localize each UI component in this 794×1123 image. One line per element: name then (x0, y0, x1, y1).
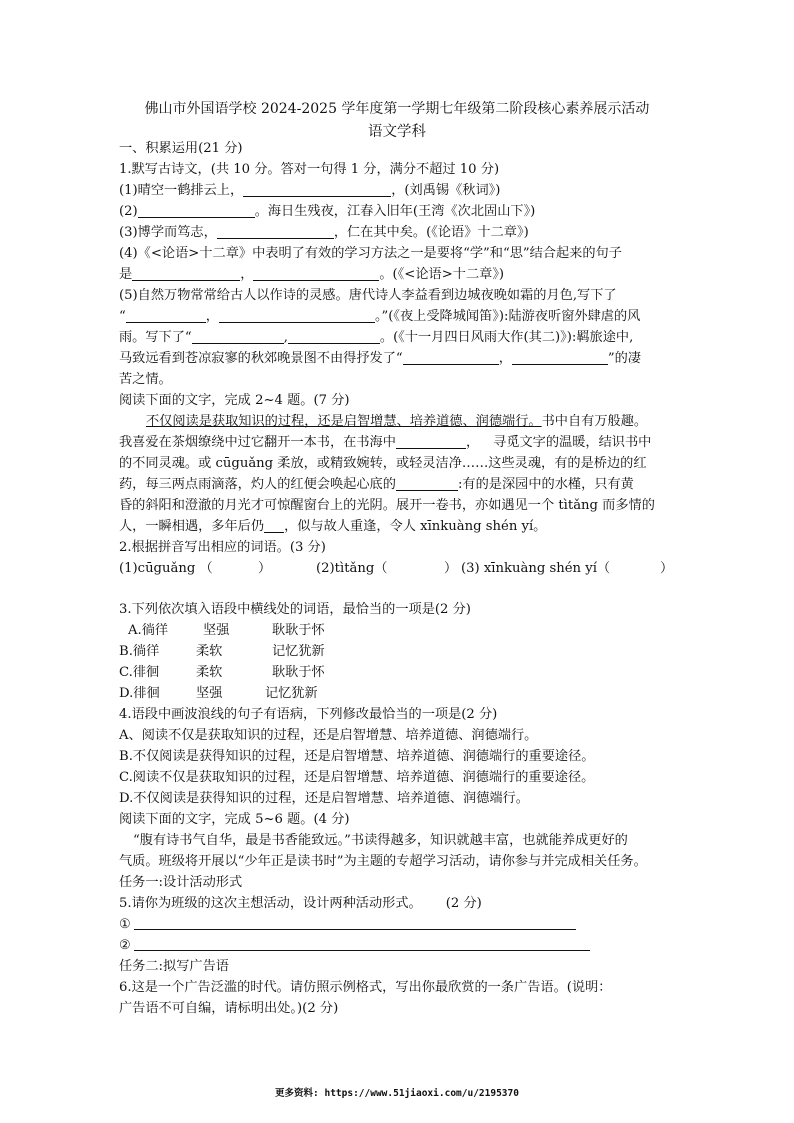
q5-answer-b-marker: ② (119, 938, 131, 953)
q2-b-close: ） (444, 561, 458, 576)
q1-item-5-line5: 苦之情。 (119, 372, 172, 387)
q4-option-a: A、阅读不仅是获取知识的过程，还是启智增慧、培养道德、润德端行。 (119, 728, 538, 743)
q4-option-b: B.不仅阅读是获得知识的过程，还是启智增慧、培养道德、润德端行的重要途径。 (119, 749, 595, 764)
text: 5.请你为班级的这次主想活动，设计两种活动形式。 (119, 896, 422, 911)
reading1-line2 (119, 433, 651, 453)
reading1-line6 (119, 517, 546, 537)
text: :有的是深园中的水槿，只有黄 (457, 477, 634, 492)
q3-option-c-2: 柔软 (196, 665, 223, 680)
reading1-intro: 阅读下面的文字，完成 2~4 题。(7 分) (119, 393, 350, 408)
reading1-line1 (146, 412, 647, 432)
reading1-line3: 的不同灵魂。或 cūguǎng 柔放，或精致婉转，或轻灵洁净……这些灵魂，有的是桥边的红 (119, 456, 647, 471)
q3-option-d-1: D.徘徊 (119, 686, 160, 701)
answer-blank[interactable] (126, 308, 206, 323)
text: 雨。写下了“ (119, 330, 192, 345)
text: (2 分) (445, 896, 482, 911)
footer-source[interactable]: 更多资料: https://www.51jiaoxi.com/u/2195370 (275, 1088, 519, 1099)
answer-blank[interactable] (396, 434, 466, 449)
task1-heading: 任务一:设计活动形式 (119, 875, 243, 890)
q2-c-close: ） (660, 561, 674, 576)
q1-stem: 1.默写古诗文，(共 10 分。答对一句得 1 分，满分不超过 10 分) (119, 162, 500, 177)
text: ， (240, 267, 254, 282)
reading1-line4 (119, 475, 634, 495)
answer-blank[interactable] (264, 518, 284, 533)
answer-line[interactable] (134, 950, 590, 951)
q3-option-a-3: 耿耿于怀 (272, 623, 325, 638)
text: 药，每三两点雨滴落，灼人的红便会唤起心底的 (119, 477, 396, 492)
section-heading: 一、积累运用(21 分) (119, 141, 243, 156)
q2-b-label: (2)tìtǎng（ (316, 561, 388, 576)
q3-option-a-2: 坚强 (203, 623, 230, 638)
q3-option-b-3: 记忆犹新 (272, 644, 325, 659)
text: 寻觅文字的温暖，结识书中 (493, 435, 652, 450)
q3-option-d-3: 记忆犹新 (265, 686, 318, 701)
answer-blank[interactable] (132, 266, 240, 281)
q1-item-3 (119, 223, 529, 243)
answer-blank[interactable] (396, 476, 458, 491)
exam-title: 佛山市外国语学校 2024-2025 学年度第一学期七年级第二阶段核心素养展示活动 (144, 101, 650, 117)
text: 我喜爱在茶烟缭绕中过它翻开一本书，在书海中 (119, 435, 396, 450)
q1-item-1 (119, 181, 500, 201)
answer-blank[interactable] (217, 224, 334, 239)
text: ， (205, 309, 219, 324)
q1-item-5-line4 (119, 349, 641, 369)
q3-option-c-1: C.徘徊 (119, 665, 160, 680)
q2-a-close: ） (258, 561, 272, 576)
reading2-intro: 阅读下面的文字，完成 5~6 题。(4 分) (119, 812, 350, 827)
q3-option-b-2: 柔软 (196, 644, 223, 659)
text: “ (119, 309, 126, 324)
reading1-line5: 昏的斜阳和澄澈的月光才可惊醒窗台上的光阴。展开一卷书，亦如遇见一个 tìtǎng 而多情的 (119, 498, 655, 513)
q3-option-a-1: A.徜徉 (128, 623, 169, 638)
answer-blank[interactable] (403, 350, 499, 365)
q1-item-3-prefix: (3)博学而笃志， (119, 225, 217, 240)
answer-blank[interactable] (253, 266, 379, 281)
q4-stem: 4.语段中画波浪线的句子有语病，下列修改最恰当的一项是(2 分) (119, 707, 498, 722)
text: ， (498, 351, 512, 366)
q3-option-d-2: 坚强 (196, 686, 223, 701)
q5-stem (119, 894, 482, 914)
text: 。”(《夜上受降城闻笛》):陆游夜听窗外肆虐的风 (374, 309, 641, 324)
q1-item-2-prefix: (2) (119, 204, 138, 219)
answer-blank[interactable] (219, 308, 375, 323)
text: ”的凄 (607, 351, 641, 366)
q2-c-label: (3) xīnkuàng shén yí（ (461, 561, 611, 576)
q1-item-2-suffix: 。海日生残夜，江春入旧年(王湾《次北固山下》) (254, 204, 536, 219)
q6-line1: 6.这是一个广告泛滥的时代。请仿照示例格式，写出你最欣赏的一条广告语。(说明： (119, 980, 612, 995)
q1-item-5-line3 (119, 328, 633, 348)
answer-line[interactable] (134, 929, 576, 930)
q1-item-5-line2 (119, 307, 640, 327)
q1-item-2 (119, 202, 535, 222)
text: , (283, 330, 288, 345)
text: 。(《<论语>十二章》) (379, 267, 505, 282)
answer-blank[interactable] (192, 329, 284, 344)
q4-option-d: D.不仅阅读是获得知识的过程，还是启智增慧、培养道德、润德端行。 (119, 791, 529, 806)
text: 书中自有万般趣。 (541, 414, 648, 429)
reading2-para-line2: 气质。班级将开展以“少年正是读书时”为主题的专超学习活动，请你参与并完成相关任务。 (119, 854, 647, 869)
q1-item-3-suffix: ，仁在其中矣。(《论语》十二章》) (333, 225, 529, 240)
q5-answer-a-marker: ① (119, 917, 131, 932)
text: 马致远看到苍凉寂寥的秋郊晚景图不由得抒发了“ (119, 351, 403, 366)
text: ， (465, 435, 480, 450)
q1-item-1-suffix: ，(刘禹锡《秋词》) (391, 183, 501, 198)
q1-item-1-prefix: (1)晴空一鹤排云上， (119, 183, 244, 198)
q6-line2: 广告语不可自编，请标明出处。)(2 分) (119, 1001, 339, 1016)
q3-option-b-1: B.徜徉 (119, 644, 160, 659)
q1-item-4-line2 (119, 265, 504, 285)
wavy-sentence: 不仅阅读是获取知识的过程，还是启智增慧、培养道德、润德端行。 (146, 414, 542, 429)
q2-stem: 2.根据拼音写出相应的词语。(3 分) (119, 540, 326, 555)
text: 。(《十一月四日风雨大作(其二)》):羁旅途中, (379, 330, 634, 345)
text: 人，一瞬相遇，多年后仍 (119, 519, 265, 534)
q2-a-label: (1)cūguǎng （ (119, 561, 213, 576)
answer-blank[interactable] (512, 350, 608, 365)
text: ，似与故人重逢，令人 xīnkuàng shén yí。 (284, 519, 547, 534)
q1-item-5-line1: (5)自然万物常常给古人以作诗的灵感。唐代诗人李益看到边城夜晚如霜的月色,写下了 (119, 288, 617, 303)
answer-blank[interactable] (288, 329, 380, 344)
exam-subject: 语文学科 (368, 124, 426, 140)
answer-blank[interactable] (138, 203, 255, 218)
q3-option-c-3: 耿耿于怀 (272, 665, 325, 680)
task2-heading: 任务二:拟写广告语 (119, 959, 229, 974)
q4-option-c: C.阅读不仅是获取知识的过程，还是启智增慧、培养道德、润德端行的重要途径。 (119, 770, 595, 785)
reading2-para-line1: “腹有诗书气自华，最是书香能致远。”书读得越多，知识就越丰富，也就能养成更好的 (133, 833, 628, 848)
q3-stem: 3.下列依次填入语段中横线处的词语，最恰当的一项是(2 分) (119, 602, 471, 617)
answer-blank[interactable] (243, 182, 391, 197)
q1-item-4-line1: (4)《<论语>十二章》中表明了有效的学习方法之一是要将“学”和“思”结合起来的句子 (119, 246, 622, 261)
text: 是 (119, 267, 133, 282)
